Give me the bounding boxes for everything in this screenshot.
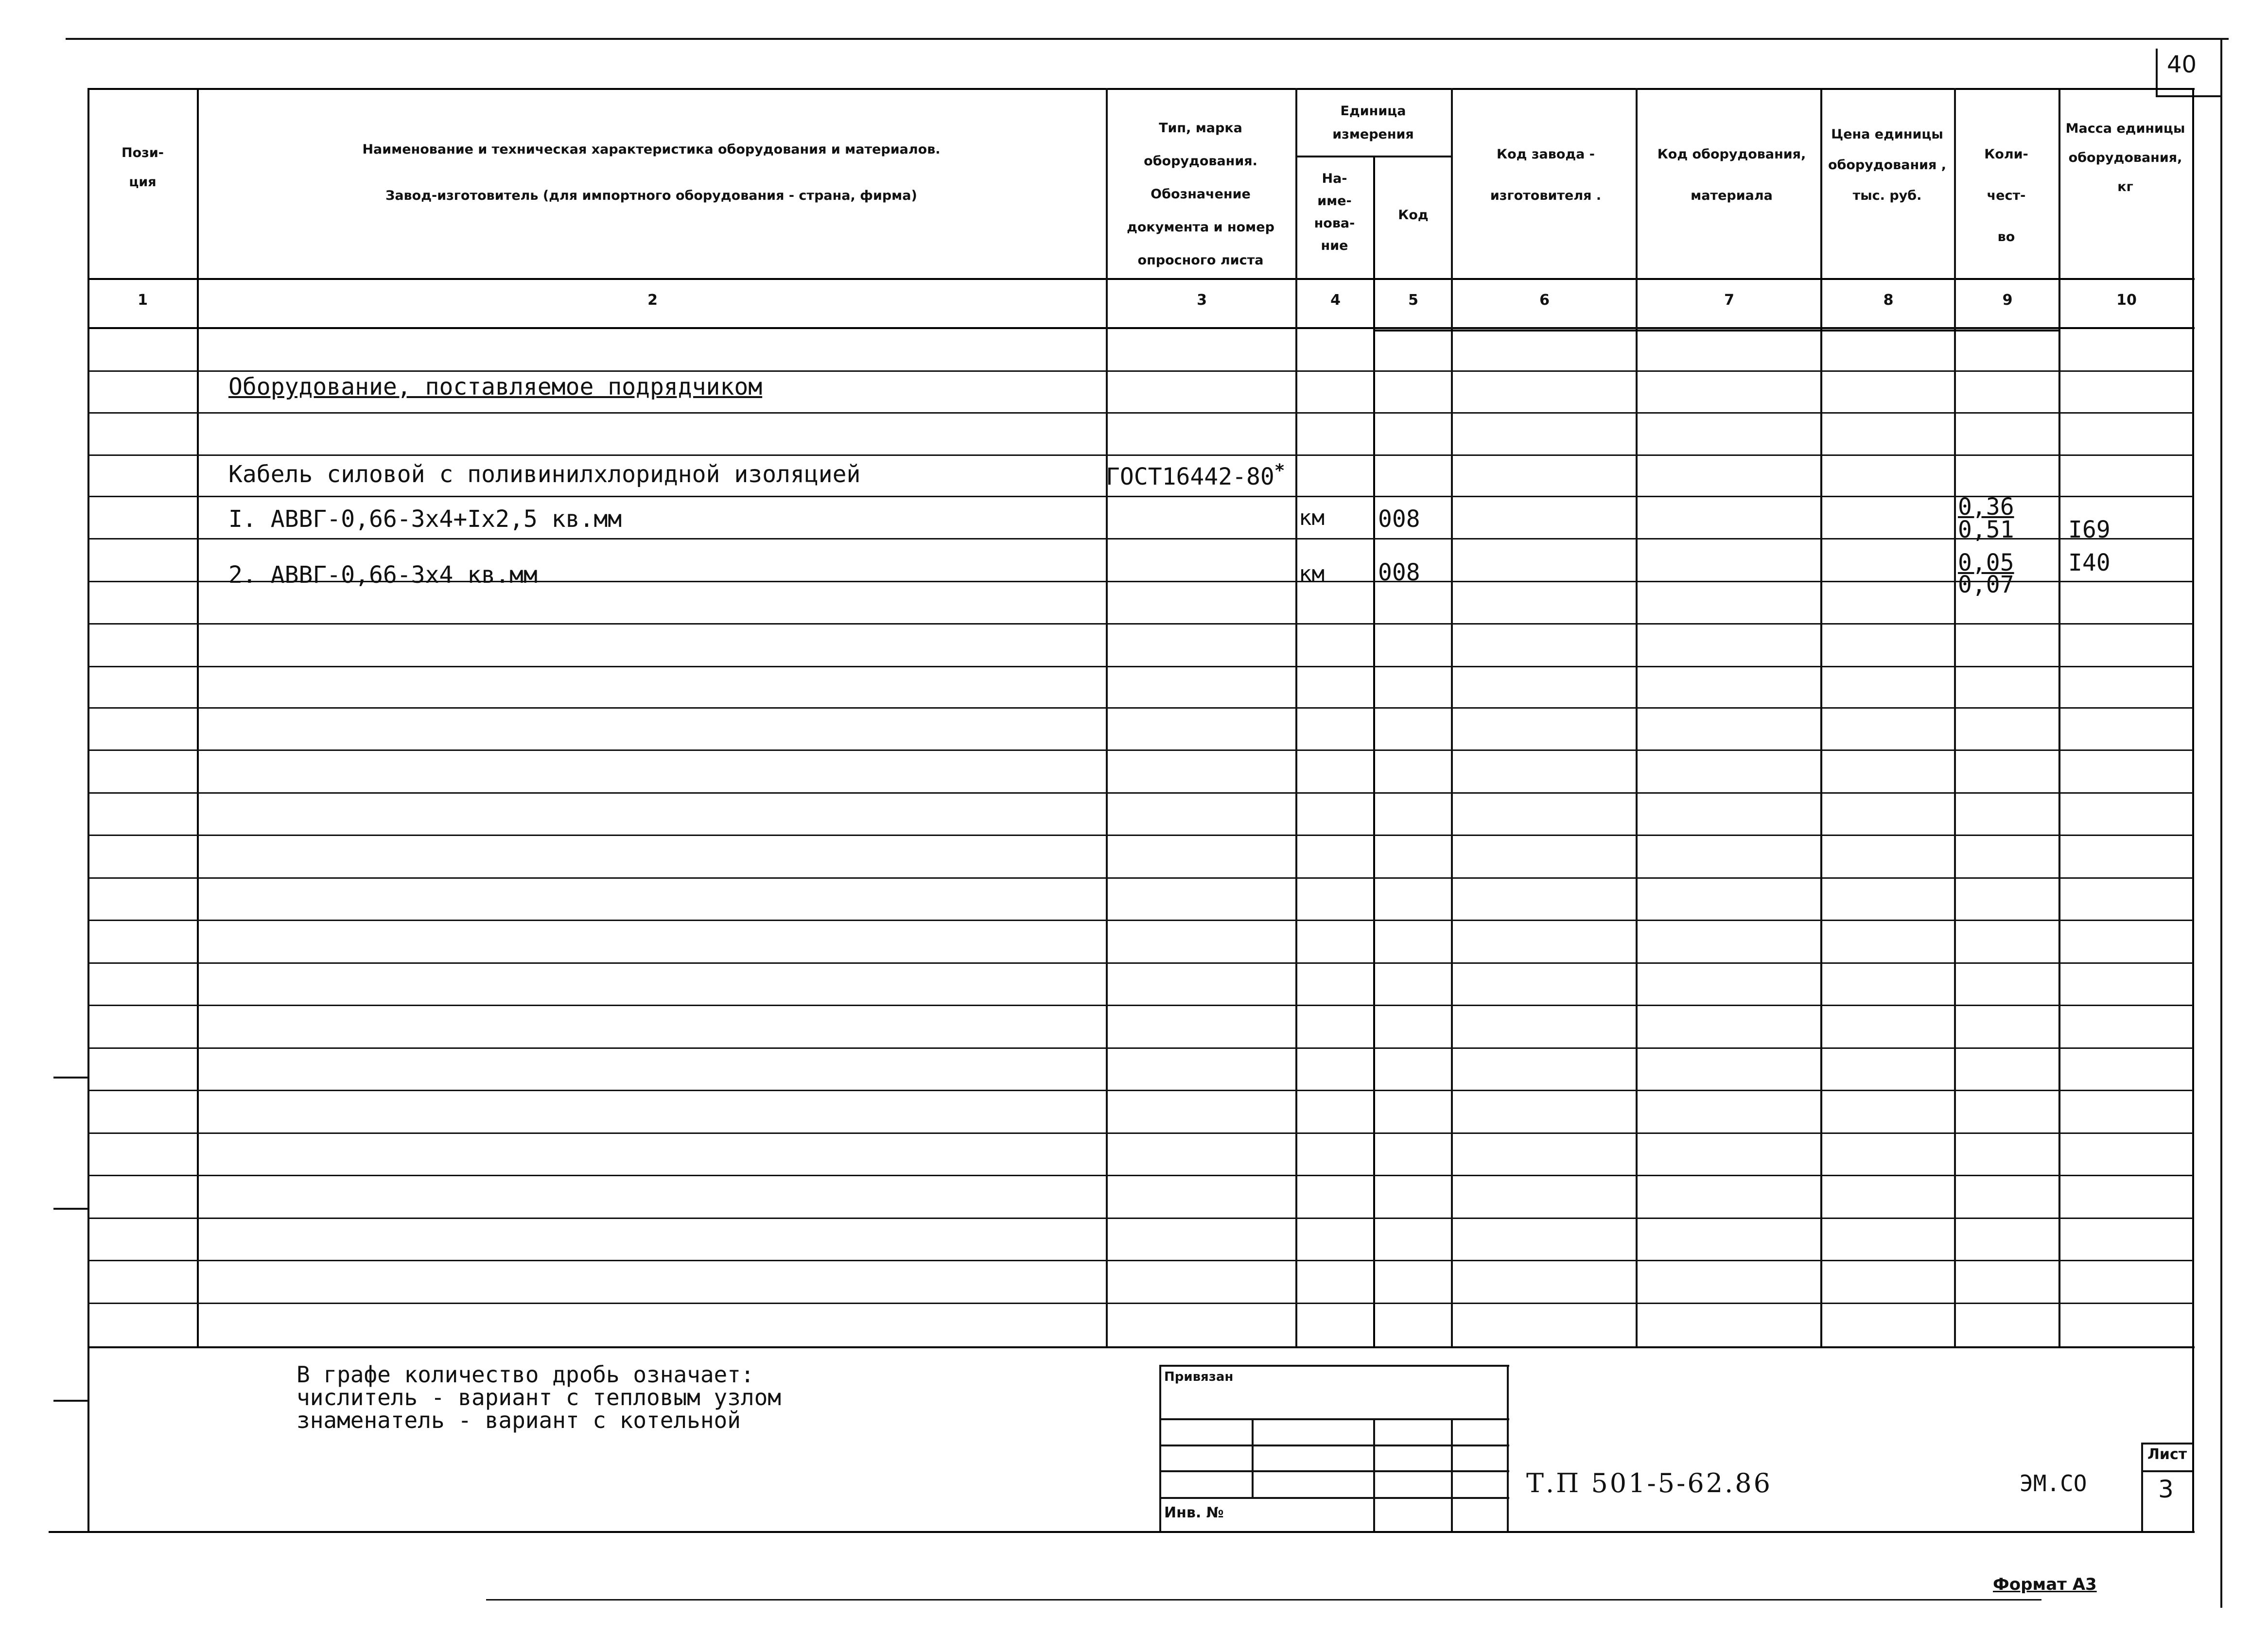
col-number-3: 3	[1197, 292, 1207, 309]
table-row-line	[87, 749, 2193, 751]
col-sep-9	[2059, 88, 2060, 1347]
col-sep-1	[197, 88, 199, 1347]
table-row-line	[87, 496, 2193, 497]
table-row-line	[87, 877, 2193, 879]
number-row-bottom-line	[87, 327, 2195, 329]
stamp-col-3	[1451, 1418, 1453, 1531]
table-row-line	[87, 792, 2193, 794]
col-number-4: 4	[1330, 292, 1341, 309]
item-1-qty-denominator: 0,51	[1958, 516, 2014, 543]
format-baseline	[486, 1599, 2041, 1601]
item-1-code: 008	[1378, 505, 1420, 533]
table-row-line	[87, 370, 2193, 372]
item-2-unit: км	[1299, 561, 1325, 586]
format-label: Формат А3	[1993, 1575, 2097, 1594]
sheet-box-top	[2141, 1443, 2192, 1445]
stamp-line-4	[1159, 1497, 1509, 1499]
table-row-line	[87, 538, 2193, 540]
stamp-line-2	[1159, 1445, 1509, 1446]
table-row-line	[87, 835, 2193, 836]
table-row-line	[87, 1005, 2193, 1006]
header-unit-name: На- име- нова- ние	[1314, 171, 1355, 253]
header-bottom-line	[87, 278, 2195, 280]
table-row-line	[87, 962, 2193, 964]
footnote-line-2: числитель - вариант с тепловым узлом	[297, 1384, 781, 1410]
item-1-mass: I69	[2068, 516, 2111, 543]
header-name-line1: Наименование и техническая характеристика оборудования и материалов.	[362, 142, 941, 157]
section-title: Оборудование, поставляемое подрядчиком	[228, 373, 763, 400]
item-group-doc	[1106, 461, 1285, 490]
right-frame-line	[2220, 38, 2222, 1608]
sheet-label: Лист	[2147, 1446, 2187, 1463]
item-2-code: 008	[1378, 559, 1420, 586]
doc-mark: ЭМ.СО	[2020, 1470, 2087, 1497]
item-2-qty-numerator: 0,05	[1958, 549, 2014, 576]
table-row-line	[87, 1303, 2193, 1304]
header-equipment-code: Код оборудования, материала	[1657, 147, 1806, 203]
header-unit-group: Единица измерения	[1332, 104, 1414, 142]
table-row-line	[87, 666, 2193, 667]
item-1-qty-numerator: 0,36	[1958, 493, 2014, 521]
stamp-col-2	[1373, 1418, 1375, 1531]
sheet-bottom-line	[49, 1531, 2195, 1533]
stamp-line-1	[1159, 1418, 1509, 1420]
header-name-line2: Завод-изготовитель (для импортного оборудования - страна, фирма)	[385, 188, 917, 203]
header-mass: Масса единицы оборудования, кг	[2065, 121, 2185, 194]
footnote-line-1: В графе количество дробь означает:	[297, 1361, 754, 1388]
table-row-line	[87, 707, 2193, 709]
col-number-10: 10	[2116, 292, 2137, 309]
header-type: Тип, марка оборудования. Обозначение документа и номер опросного листа	[1127, 121, 1274, 268]
col-sep-8	[1954, 88, 1956, 1347]
table-body-bottom-line	[87, 1346, 2195, 1348]
table-row-line	[87, 623, 2193, 625]
left-margin-mark-2	[53, 1208, 88, 1210]
page-number: 40	[2167, 51, 2197, 78]
col-sep-6	[1636, 88, 1638, 1347]
left-margin-mark-1	[53, 1077, 88, 1079]
table-row-line	[87, 1218, 2193, 1219]
stamp-col-1	[1252, 1418, 1254, 1497]
col-number-9: 9	[2002, 292, 2013, 309]
doc-code: Т.П 501-5-62.86	[1526, 1468, 1772, 1498]
item-2-mass: I40	[2068, 549, 2111, 576]
table-right-line	[2192, 88, 2194, 1532]
col-number-5: 5	[1408, 292, 1418, 309]
table-row-line	[87, 1132, 2193, 1134]
header-position: Пози- ция	[122, 145, 164, 190]
stamp-right	[1507, 1365, 1509, 1531]
left-margin-mark-3	[53, 1400, 88, 1402]
item-1-name: I. АВВГ-0,66-3х4+Iх2,5 кв.мм	[228, 505, 622, 533]
top-border-line	[66, 38, 2229, 40]
col-number-2: 2	[647, 292, 658, 309]
stamp-inv-label: Инв. №	[1164, 1504, 1224, 1521]
col-sep-2	[1106, 88, 1108, 1347]
table-row-line	[87, 412, 2193, 414]
footnote-line-3: знаменатель - вариант с котельной	[297, 1407, 741, 1433]
table-row-line	[87, 1090, 2193, 1091]
item-1-unit: км	[1299, 505, 1325, 530]
sheet-box-left	[2141, 1443, 2143, 1531]
table-row-line	[87, 920, 2193, 921]
col-sep-4	[1373, 156, 1375, 1346]
stamp-line-3	[1159, 1470, 1509, 1472]
table-row-line	[87, 1047, 2193, 1049]
item-2-qty-denominator: 0,07	[1958, 571, 2014, 598]
header-price: Цена единицы оборудования , тыс. руб.	[1828, 127, 1947, 203]
col-sep-5	[1451, 88, 1453, 1347]
table-row-line	[87, 1175, 2193, 1176]
col-number-6: 6	[1539, 292, 1550, 309]
data-region-top	[1373, 330, 2059, 331]
col-number-7: 7	[1724, 292, 1734, 309]
stamp-left	[1159, 1365, 1161, 1531]
stamp-top	[1159, 1365, 1509, 1367]
table-row-line	[87, 1260, 2193, 1261]
item-group-name: Кабель силовой с поливинилхлоридной изоляцией	[228, 461, 861, 488]
sheet-box-mid	[2141, 1470, 2192, 1472]
header-unit-code: Код	[1398, 208, 1429, 223]
stamp-attached-label: Привязан	[1164, 1370, 1234, 1384]
header-factory-code: Код завода - изготовителя .	[1490, 147, 1602, 203]
item-group-doc-text: ГОСТ16442-80	[1106, 463, 1274, 490]
table-row-line	[87, 454, 2193, 456]
item-group-doc-mark: *	[1274, 461, 1285, 481]
sheet-number: 3	[2158, 1475, 2174, 1503]
col-sep-3	[1295, 88, 1297, 1347]
col-sep-7	[1820, 88, 1822, 1347]
page-number-box-bottom	[2156, 95, 2220, 97]
table-top-line	[87, 88, 2195, 90]
item-2-name: 2. АВВГ-0,66-3х4 кв.мм	[228, 561, 538, 589]
col-number-1: 1	[138, 292, 148, 309]
header-quantity: Коли- чест- во	[1984, 147, 2028, 244]
col-number-8: 8	[1883, 292, 1894, 309]
unit-group-divider	[1295, 156, 1451, 157]
